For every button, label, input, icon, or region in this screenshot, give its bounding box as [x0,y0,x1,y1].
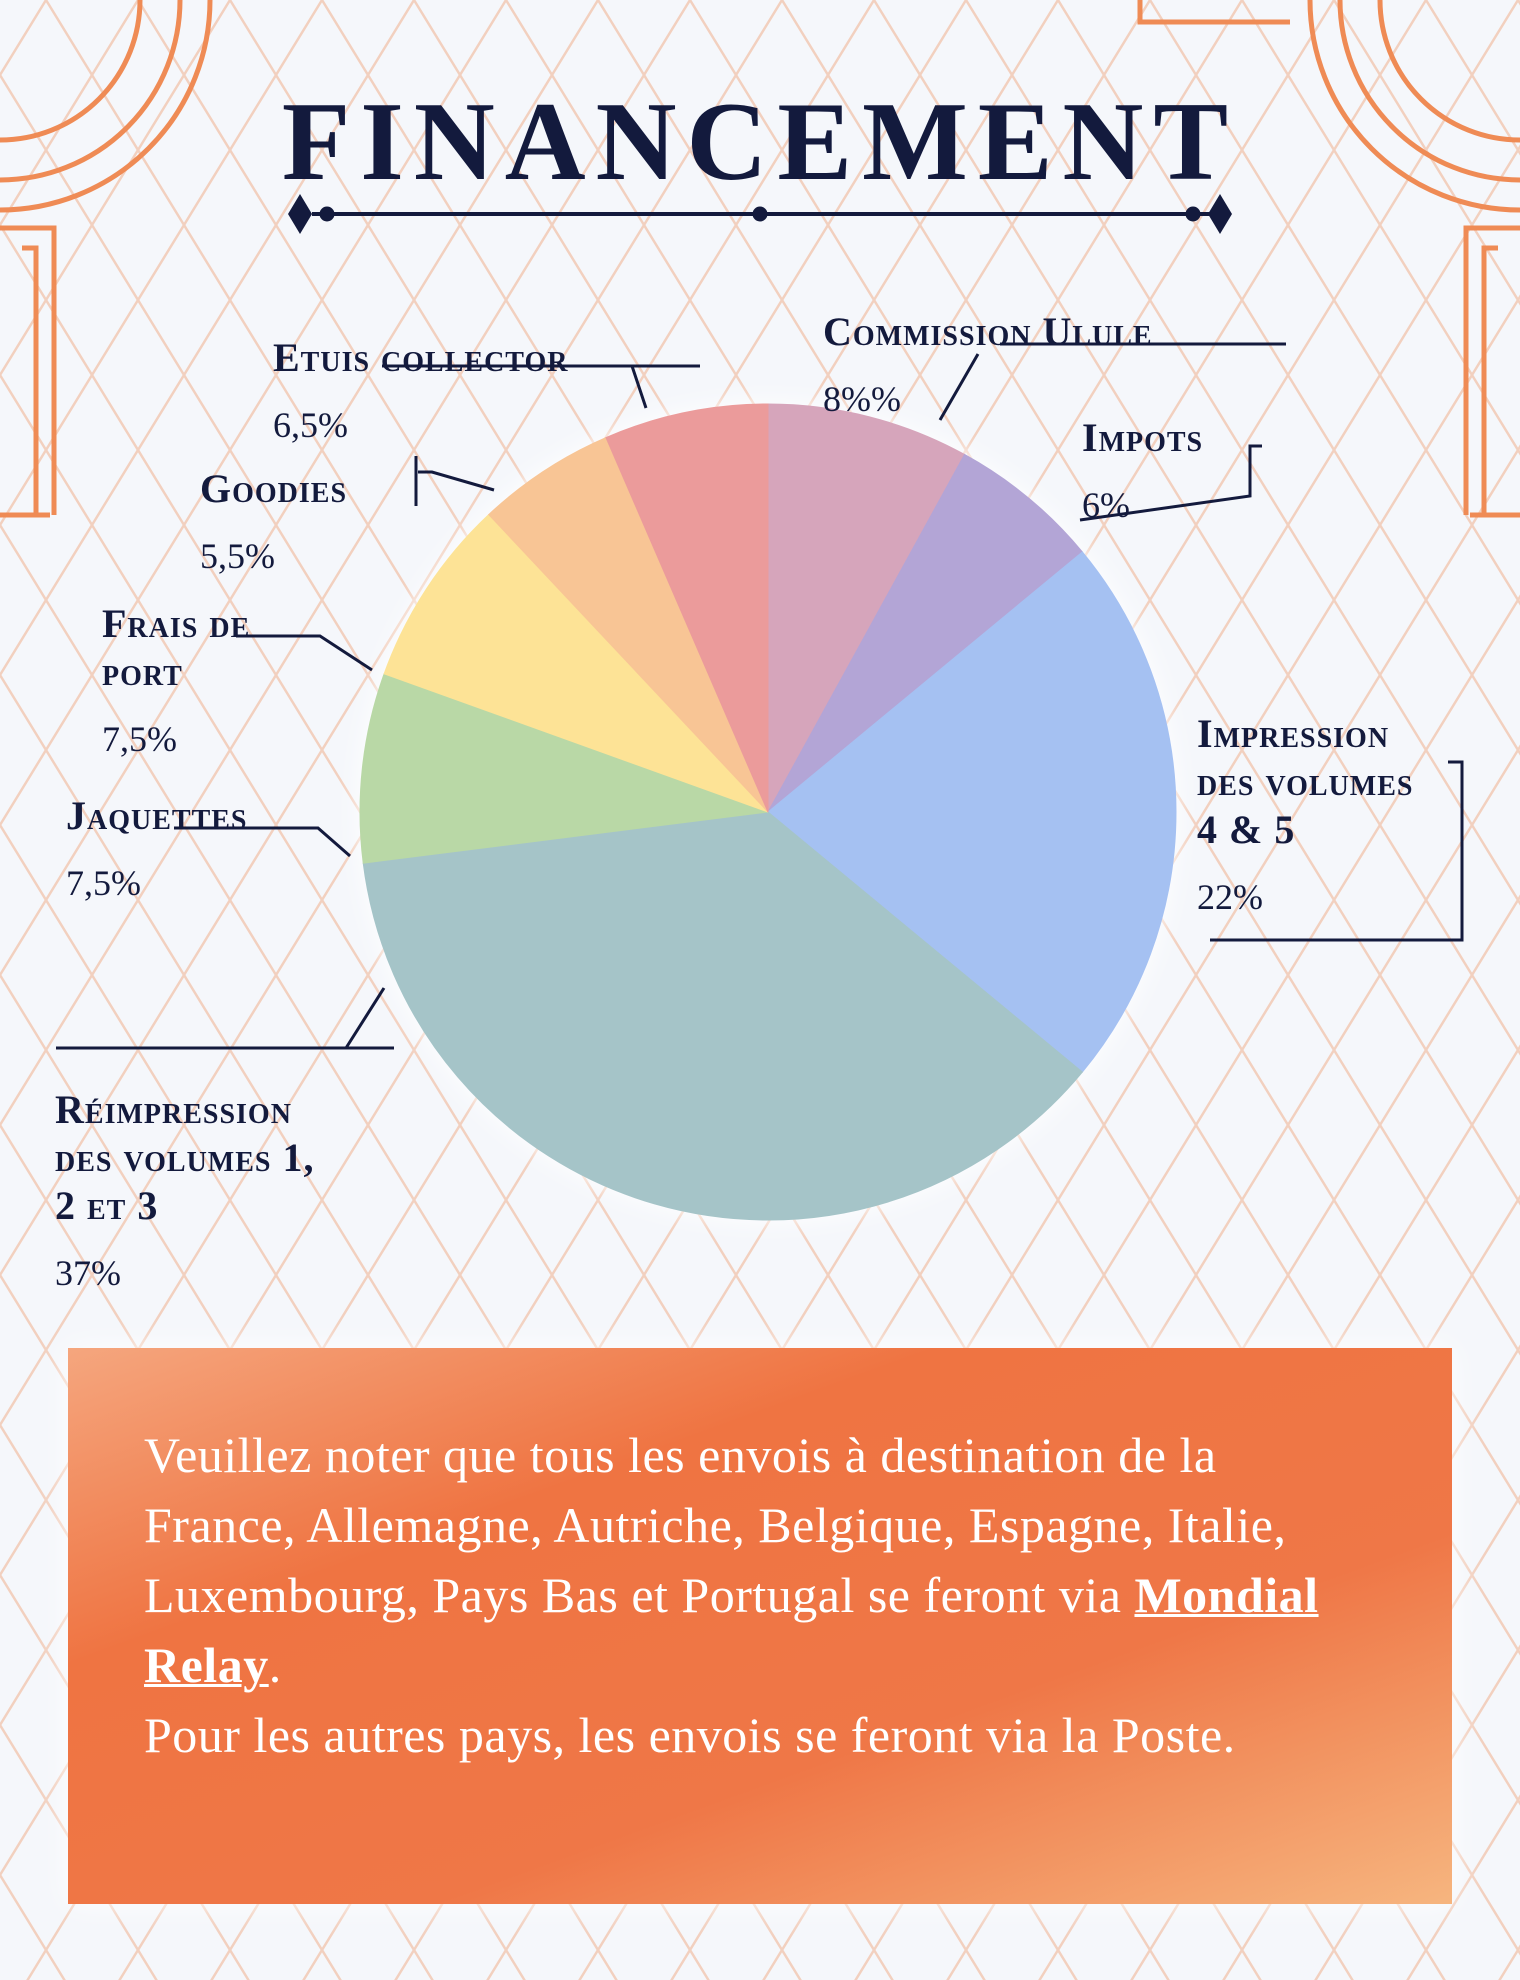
label-name: Frais de port [102,601,251,694]
slice-label-reimpression [55,1068,314,1316]
label-name: Réimpression des volumes 1, 2 et 3 [55,1087,315,1228]
label-name: Jaquettes [66,793,248,838]
note-period: . [268,1637,282,1693]
slice-label-impots [1082,396,1203,548]
leader-reimpression [56,988,394,1048]
label-value: 5,5% [200,536,275,576]
slice-label-frais [102,582,250,782]
label-value: 7,5% [102,719,177,759]
label-name: Impression des volumes 4 & 5 [1197,711,1414,852]
label-value: 6% [1082,485,1130,525]
label-name: Impots [1082,415,1204,460]
label-value: 37% [55,1253,121,1293]
page-title: FINANCEMENT [281,80,1239,204]
label-value: 22% [1197,877,1263,917]
label-name: Goodies [200,466,348,511]
label-name: Etuis collector [273,335,569,380]
mondial-relay-link[interactable]: Mondial Relay [144,1567,1319,1693]
note-text: Veuillez noter que tous les envois à destination de la France, Allemagne, Autriche, Belgique, Espagne, Italie, Luxembourg, Pays Bas et Portugal se feront via [144,1427,1287,1623]
label-name: Commission Ulule [823,309,1153,354]
shipping-note [68,1348,1452,1904]
label-value: 6,5% [273,405,348,445]
slice-label-goodies [200,447,347,599]
slice-label-etuis [273,316,568,468]
slice-label-impression [1197,692,1413,940]
slice-label-jaquettes [66,774,248,926]
leader-frais [236,636,372,670]
label-value: 7,5% [66,863,141,903]
label-value: 8%% [823,379,901,419]
note-text-second: Pour les autres pays, les envois se feront via la Poste. [144,1707,1236,1763]
